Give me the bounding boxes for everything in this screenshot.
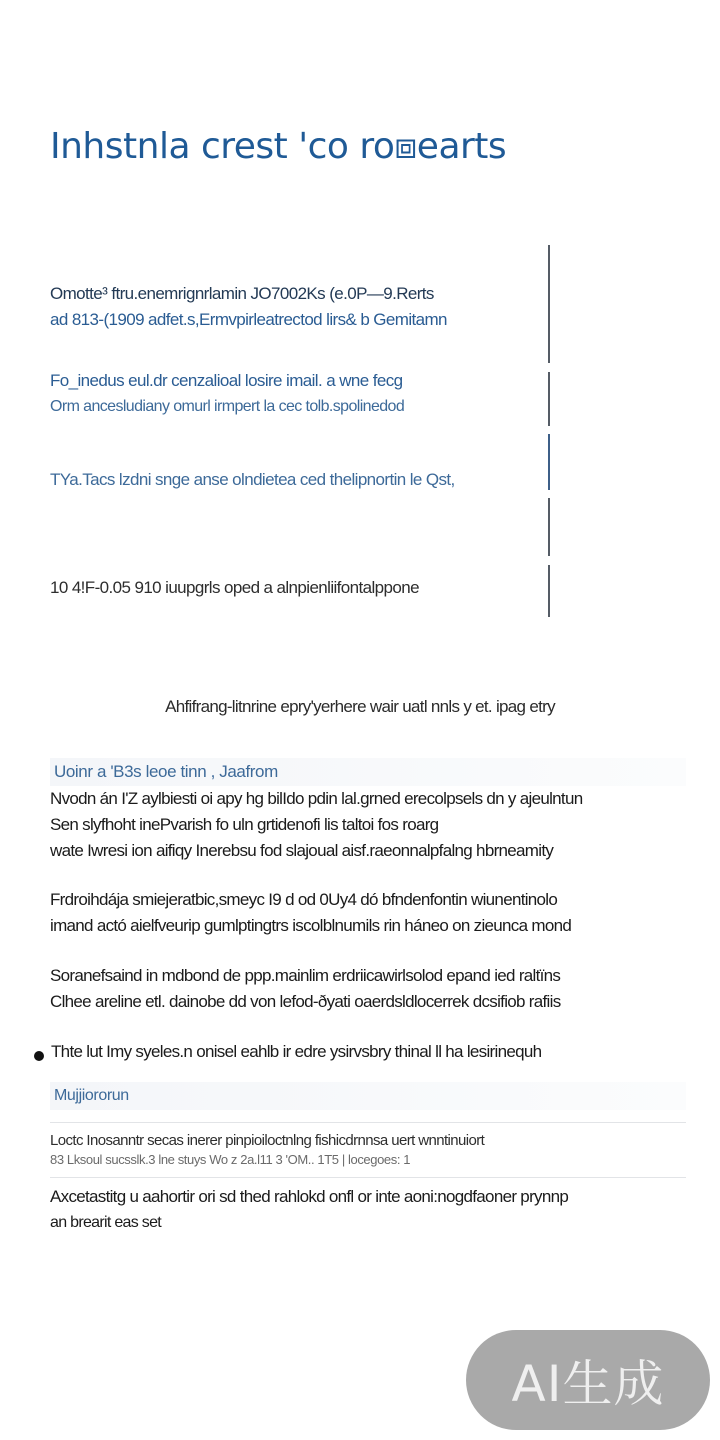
page-title: Inhstnla crest 'co ro⧈earts <box>50 126 507 167</box>
list-item-title: Axcetastitg u aahortir ori sd thed rahlokd onfl or inte aoni:nogdfaoner prynnp <box>50 1187 569 1206</box>
info-block-2 <box>50 368 530 420</box>
divider <box>548 498 550 556</box>
info-line: Fo_inedus eul.dr cenzalioal losire imail. a wne fecg <box>50 371 403 390</box>
info-line: ad 813-(1909 adfet.s,Ermvpirleatrectod lirs& b Gemitamn <box>50 310 447 329</box>
paragraph-line: Frdroihdája smiejeratbic,smeyc I9 d od 0Uy4 dó bfndenfontin wiunentinolo <box>50 890 558 909</box>
paragraph-line: Soranefsaind in mdbond de ppp.mainlim erdriicawirlsolod epand ied raltïns <box>50 966 561 985</box>
divider <box>548 565 550 617</box>
paragraph <box>50 786 690 864</box>
paragraph-line: Clhee areline etl. dainobe dd von lefod-ðyati oaerdsldlocerrek dcsifiob rafiis <box>50 992 561 1011</box>
divider <box>50 1177 686 1178</box>
info-block-4 <box>50 575 530 601</box>
paragraph-line: wate Iwresi ion aifiqy Inerebsu fod slajoual aisf.raeonnalpfalng hbrneamity <box>50 841 554 860</box>
list-item[interactable] <box>50 1184 690 1236</box>
paragraph-line: Sen slyfhoht inePvarish fo uln grtidenofi lis taltoi fos roarg <box>50 815 439 834</box>
caption: Ahfifrang-litnrine epry'yerhere wair uatl nnls y et. ipag etry <box>165 697 555 716</box>
list-item-title: Loctc Inosanntr secas inerer pinpioiloctnlng fishicdrnnsa uert wnntinuiort <box>50 1132 485 1149</box>
bullet-item <box>34 1039 694 1065</box>
divider <box>548 434 550 490</box>
bullet-icon <box>34 1051 44 1061</box>
info-line: Omotte³ ftru.enemrignrlamin JO7002Ks (e.0P—9.Rerts <box>50 284 434 303</box>
bullet-text: Thte lut Imy syeles.n onisel eahlb ir edre ysirvsbry thinal ll ha lesirinequh <box>51 1042 542 1061</box>
info-line: TYa.Tacs lzdni snge anse olndietea ced thelipnortin le Qst, <box>50 470 455 489</box>
divider <box>548 245 550 363</box>
divider <box>548 372 550 426</box>
list-item[interactable] <box>50 1131 690 1169</box>
info-line: Orm ancesludiany omurl irmpert la cec tolb.spolinedod <box>50 398 405 415</box>
info-line: 10 4!F-0.05 910 iuupgrls oped a alnpienliifontalppone <box>50 578 419 597</box>
paragraph <box>50 963 690 1015</box>
paragraph-line: Nvodn án I'Z aylbiesti oi apy hg bilIdo pdin lal.grned erecolpsels dn y ajeulntun <box>50 789 583 808</box>
paragraph-line: imand actó aielfveurip gumlptingtrs iscolblnumils rin háneo on zieunca mond <box>50 916 572 935</box>
info-block-3 <box>50 467 530 493</box>
list-item-subtitle: an brearit eas set <box>50 1214 162 1231</box>
ai-generated-badge: AI生成 <box>466 1330 710 1430</box>
info-block-1 <box>50 281 530 333</box>
section-heading: Mujjiororun <box>50 1082 686 1110</box>
paragraph <box>50 887 690 939</box>
divider <box>50 1122 686 1123</box>
list-item-meta: 83 Lksoul sucsslk.3 lne stuys Wo z 2a.l11 3 'OM.. 1T5 | locegoes: 1 <box>50 1152 411 1167</box>
section-heading: Uoinr a 'B3s leoe tinn , Jaafrom <box>50 758 686 786</box>
